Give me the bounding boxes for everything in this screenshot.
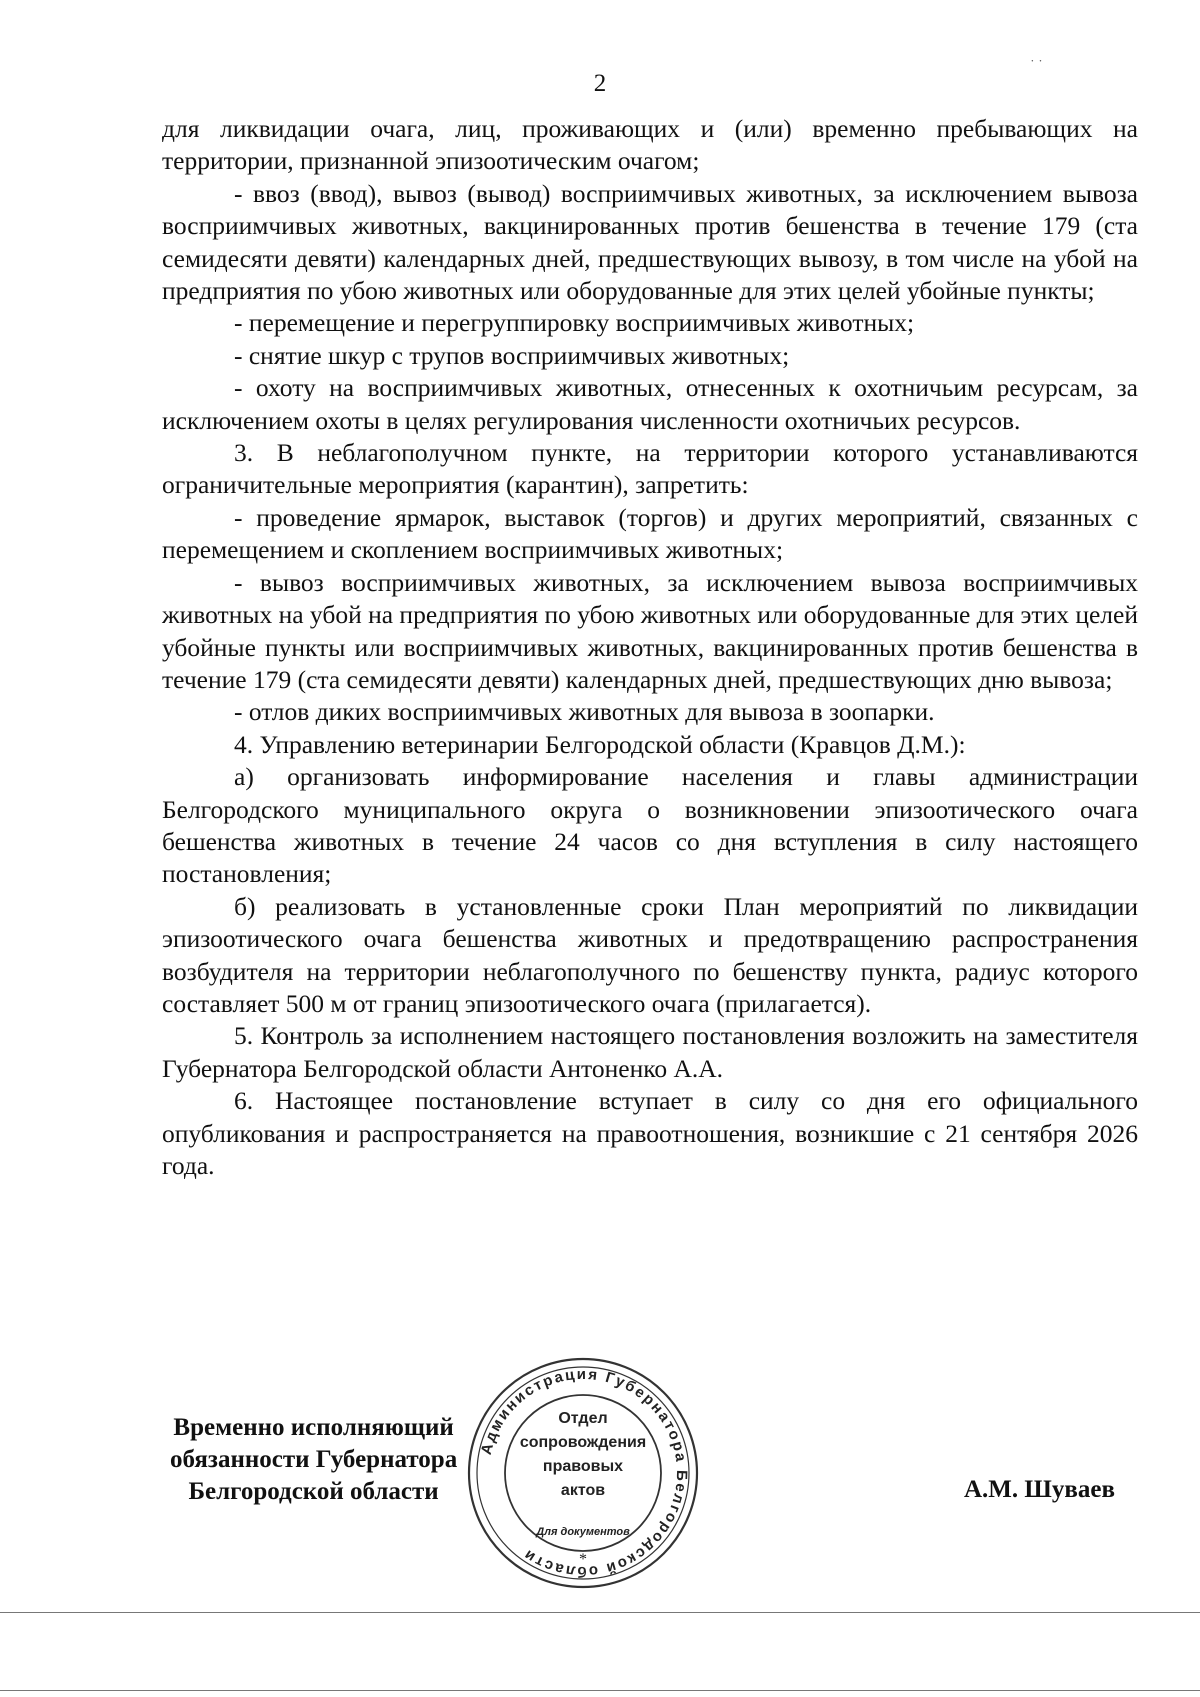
scan-edge-line-bottom [0, 1690, 1200, 1691]
stamp-star-icon: * [579, 1551, 587, 1568]
paragraph: 3. В неблагополучном пункте, на территории которого устанавливаются ограничительные мероприятия (карантин), запретить: [162, 438, 1138, 500]
paragraph: - отлов диких восприимчивых животных для вывоза в зоопарки. [234, 697, 935, 727]
stamp-ring-text: Администрация Губернатора Белгородской области [477, 1365, 691, 1581]
paragraph: - проведение ярмарок, выставок (торгов) и других мероприятий, связанных с перемещением и скоплением восприимчивых животных; [162, 502, 1138, 565]
stamp-bottom-text: Для документов [536, 1526, 630, 1538]
stamp-center-line: актов [560, 1482, 606, 1499]
paragraph: - охоту на восприимчивых животных, отнесенных к охотничьим ресурсам, за исключением охоты в целях регулирования численности охотничьих ресурсов. [162, 373, 1138, 435]
paragraph: - снятие шкур с трупов восприимчивых животных; [234, 340, 790, 370]
signatory-title [170, 1412, 457, 1508]
paragraph: для ликвидации очага, лиц, проживающих и (или) временно пребывающих на территории, признанной эпизоотическим очагом; [162, 114, 1138, 176]
official-stamp [465, 1355, 701, 1591]
signatory-name: А.М. Шуваев [964, 1476, 1115, 1503]
stamp-center-line: правовых [542, 1458, 624, 1475]
scan-edge-line [0, 1612, 1200, 1613]
signatory-title-line: Временно исполняющий [173, 1414, 454, 1441]
paragraph: - ввоз (ввод), вывоз (вывод) восприимчивых животных, за исключением вывоза восприимчивых животных, вакцинированных против бешенства в течение 179 (ста семидесяти девяти) календарных дней, предшествующих вывозу, в том числе на убой на предприятия по убою животных или оборудованные для этих целей убойные пункты; [162, 178, 1138, 306]
paragraph: 6. Настоящее постановление вступает в силу со дня его официального опубликования и распространяется на правоотношения, возникшие с 21 сентября 2026 года. [162, 1086, 1138, 1180]
paragraph: 5. Контроль за исполнением настоящего постановления возложить на заместителя Губернатора Белгородской области Антоненко А.А. [162, 1021, 1138, 1083]
stamp-center-line: сопровождения [519, 1434, 647, 1451]
signatory-title-line: обязанности Губернатора [170, 1446, 458, 1473]
scan-speck: ˙ ˙ [1030, 58, 1043, 73]
paragraph: - перемещение и перегруппировку восприимчивых животных; [234, 308, 915, 338]
signatory-title-line: Белгородской области [188, 1478, 439, 1505]
paragraph: - вывоз восприимчивых животных, за исключением вывоза восприимчивых животных на убой на предприятия по убою животных или оборудованные для этих целей убойные пункты или восприимчивых животных, вакцинированных против бешенства в течение 179 (ста семидесяти девяти) календарных дней, предшествующих дню вывоза; [162, 567, 1138, 694]
stamp-center-text [465, 1407, 701, 1503]
paragraph: б) реализовать в установленные сроки План мероприятий по ликвидации эпизоотического очага бешенства животных и предотвращению распространения возбудителя на территории неблагополучного по бешенству пункта, радиус которого составляет 500 м от границ эпизоотического очага (прилагается). [162, 891, 1138, 1018]
stamp-center-line: Отдел [558, 1410, 608, 1427]
page-number: 2 [593, 70, 607, 97]
paragraph: 4. Управлению ветеринарии Белгородской области (Кравцов Д.М.): [234, 729, 966, 759]
paragraph: а) организовать информирование населения и главы администрации Белгородского муниципального округа о возникновении эпизоотического очага бешенства животных в течение 24 часов со дня вступления в силу настоящего постановления; [162, 762, 1138, 889]
document-body [162, 113, 1138, 1182]
